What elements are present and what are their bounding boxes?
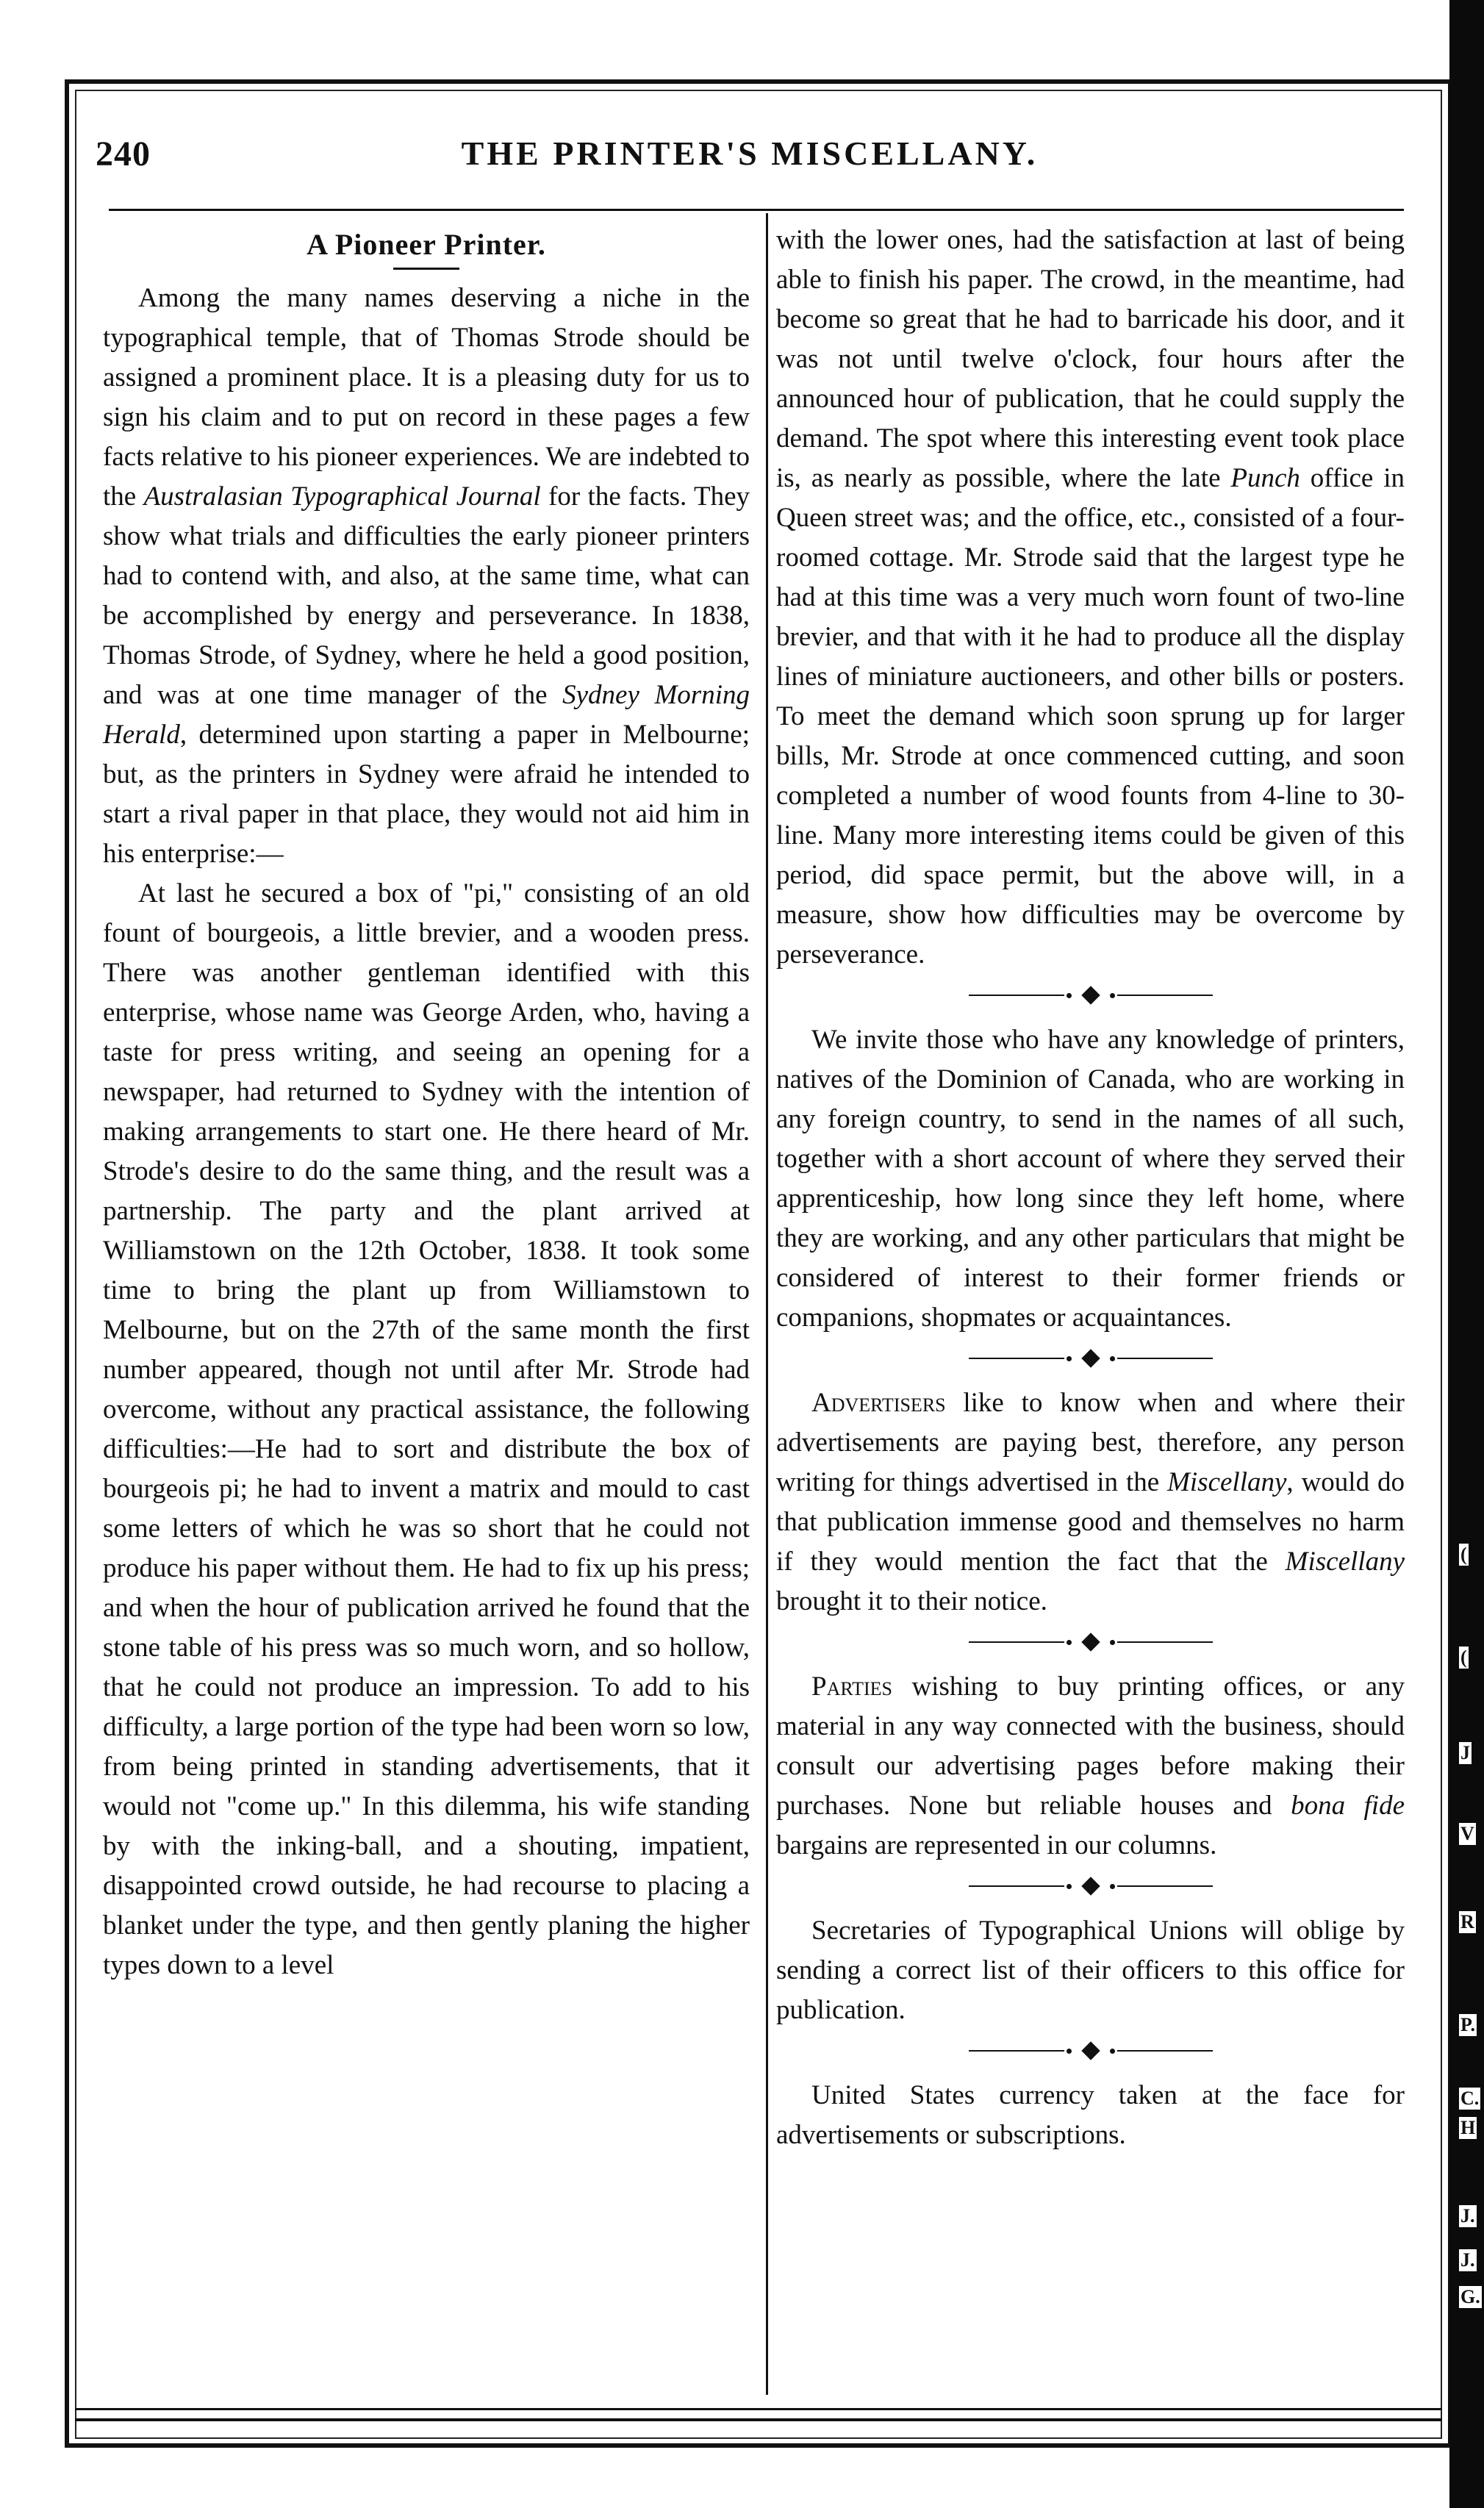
page-header: [96, 123, 1404, 182]
text-run: Secretaries of Typographical Unions will oblige by sending a correct list of their officers to this office for publication.: [776, 1916, 1405, 2025]
smallcaps-run: Parties: [811, 1672, 893, 1702]
running-title: THE PRINTER'S MISCELLANY.: [461, 135, 1039, 172]
notice-advertisers: [776, 1383, 1405, 1622]
margin-fragment: G.: [1460, 2286, 1480, 2307]
text-run: like to know when and where their advertisements are paying best, therefore, any person writing for things advertised in the: [776, 1388, 1405, 1497]
section-ornament: [776, 1344, 1405, 1373]
margin-fragment: R: [1460, 1911, 1474, 1932]
italic-run: Punch: [1230, 463, 1300, 493]
margin-fragment: J.: [1460, 2249, 1475, 2271]
section-ornament: [776, 2036, 1405, 2065]
margin-fragment: J: [1460, 1742, 1470, 1763]
text-run: , would do that publication immense good and themselves no harm if they would mention the fact that the: [776, 1467, 1405, 1577]
text-run: bargains are represented in our columns.: [776, 1830, 1217, 1860]
margin-fragment: J.: [1460, 2205, 1475, 2226]
notice-parties: [776, 1667, 1405, 1866]
article-continuation: [776, 221, 1405, 975]
section-ornament: [776, 1871, 1405, 1901]
title-rule: [393, 268, 459, 270]
text-run: for the facts. They show what trials and difficulties the early pioneer printers had to contend with, and also, at the same time, what can be accomplished by energy and perseverance. In 1838, Thomas Strode, of Sydney, where he held a good position, and was at one time manager of the: [103, 481, 750, 710]
smallcaps-run: Advertisers: [811, 1388, 946, 1418]
text-run: wishing to buy printing offices, or any material in any way connected with the business, should consult our advertising pages before making their purchases. None but reliable houses and: [776, 1672, 1405, 1821]
notice-secretaries: [776, 1911, 1405, 2030]
header-rule: [109, 209, 1404, 211]
margin-fragment: V: [1460, 1823, 1474, 1844]
text-run: Among the many names deserving a niche in the typographical temple, that of Thomas Strode should be assigned a prominent place. It is a pleasing duty for us to sign his claim and to put on record in these pages a few facts relative to his pioneer experiences. We are indebted to the: [103, 283, 750, 512]
footer-rule: [75, 2418, 1442, 2421]
section-ornament: [776, 1627, 1405, 1657]
text-run: United States currency taken at the face for advertisements or subscriptions.: [776, 2080, 1405, 2150]
italic-run: Miscellany: [1167, 1467, 1287, 1497]
article-paragraph-1: [103, 279, 750, 874]
footer-rule: [75, 2408, 1442, 2410]
text-run: with the lower ones, had the satisfaction at last of being able to finish his paper. The crowd, in the meantime, had become so great that he had to barricade his door, and it was not until twelve o'clock, four hours after the announced hour of publication, that he could supply the demand. The spot where this interesting event took place is, as nearly as possible, where the late: [776, 225, 1405, 493]
margin-fragment: H: [1460, 2117, 1476, 2138]
italic-run: bona fide: [1291, 1791, 1405, 1821]
text-run: At last he secured a box of "pi," consisting of an old fount of bourgeois, a little brevier, and a wooden press. There was another gentleman identified with this enterprise, whose name was George Arden, who, having a taste for press writing, and seeing an opening for a newspaper, had returned to Sydney with the intention of making arrangements to start one. He there heard of Mr. Strode's desire to do the same thing, and the result was a partnership. The party and the plant arrived at Williamstown on the 12th October, 1838. It took some time to bring the plant up from Williamstown to Melbourne, but on the 27th of the same month the first number appeared, though not until after Mr. Strode had overcome, without any practical assistance, the following difficulties:—He had to sort and distribute the box of bourgeois pi; he had to invent a matrix and mould to cast some letters of which he was so short that he could not produce his paper without them. He had to fix up his press; and when the hour of publication arrived he found that the stone table of his press was so much worn, and so hollow, that he could not produce an impression. To add to his difficulty, a large portion of the type had been worn so low, from being printed in standing advertisements, that it would not "come up." In this dilemma, his wife standing by with the inking-ball, and a shouting, impatient, disappointed crowd outside, he had recourse to placing a blanket under the type, and then gently planing the higher types down to a level: [103, 878, 750, 1980]
notice-canadian-printers: [776, 1020, 1405, 1338]
margin-fragment: (: [1460, 1647, 1467, 1668]
right-column: [776, 221, 1405, 2155]
text-run: , determined upon starting a paper in Melbourne; but, as the printers in Sydney were afraid he intended to start a rival paper in that place, they would not aid him in his enterprise:—: [103, 720, 750, 869]
article-paragraph-2: [103, 874, 750, 1985]
article-title: A Pioneer Printer.: [307, 228, 546, 261]
text-run: office in Queen street was; and the office, etc., consisted of a four-roomed cottage. Mr. Strode said that the largest type he had at this time was a very much worn fount of two-line brevier, and that with it he had to produce all the display lines of miniature auctioneers, and other bills or posters. To meet the demand which soon sprung up for larger bills, Mr. Strode at once commenced cutting, and soon completed a number of wood founts from 4-line to 30-line. Many more interesting items could be given of this period, did space permit, but the above will, in a measure, show how difficulties may be overcome by perseverance.: [776, 463, 1405, 970]
italic-run: Sydney Morning Herald: [103, 680, 750, 750]
margin-fragment: P.: [1460, 2014, 1475, 2035]
text-run: We invite those who have any knowledge of printers, natives of the Dominion of Canada, who are working in any foreign country, to send in the names of all such, together with a short account of where they served their apprenticeship, how long since they left home, where they are working, and any other particulars that might be considered of interest to their former friends or companions, shopmates or acquaintances.: [776, 1025, 1405, 1333]
margin-fragment: C.: [1460, 2088, 1480, 2109]
italic-run: Australasian Typographical Journal: [143, 481, 541, 512]
column-rule: [766, 213, 768, 2395]
notice-currency: [776, 2076, 1405, 2155]
italic-run: Miscellany: [1285, 1547, 1405, 1577]
section-ornament: [776, 981, 1405, 1010]
left-column: [103, 221, 750, 1985]
margin-fragment: (: [1460, 1544, 1467, 1565]
text-run: brought it to their notice.: [776, 1586, 1047, 1616]
page-number: 240: [96, 135, 151, 173]
